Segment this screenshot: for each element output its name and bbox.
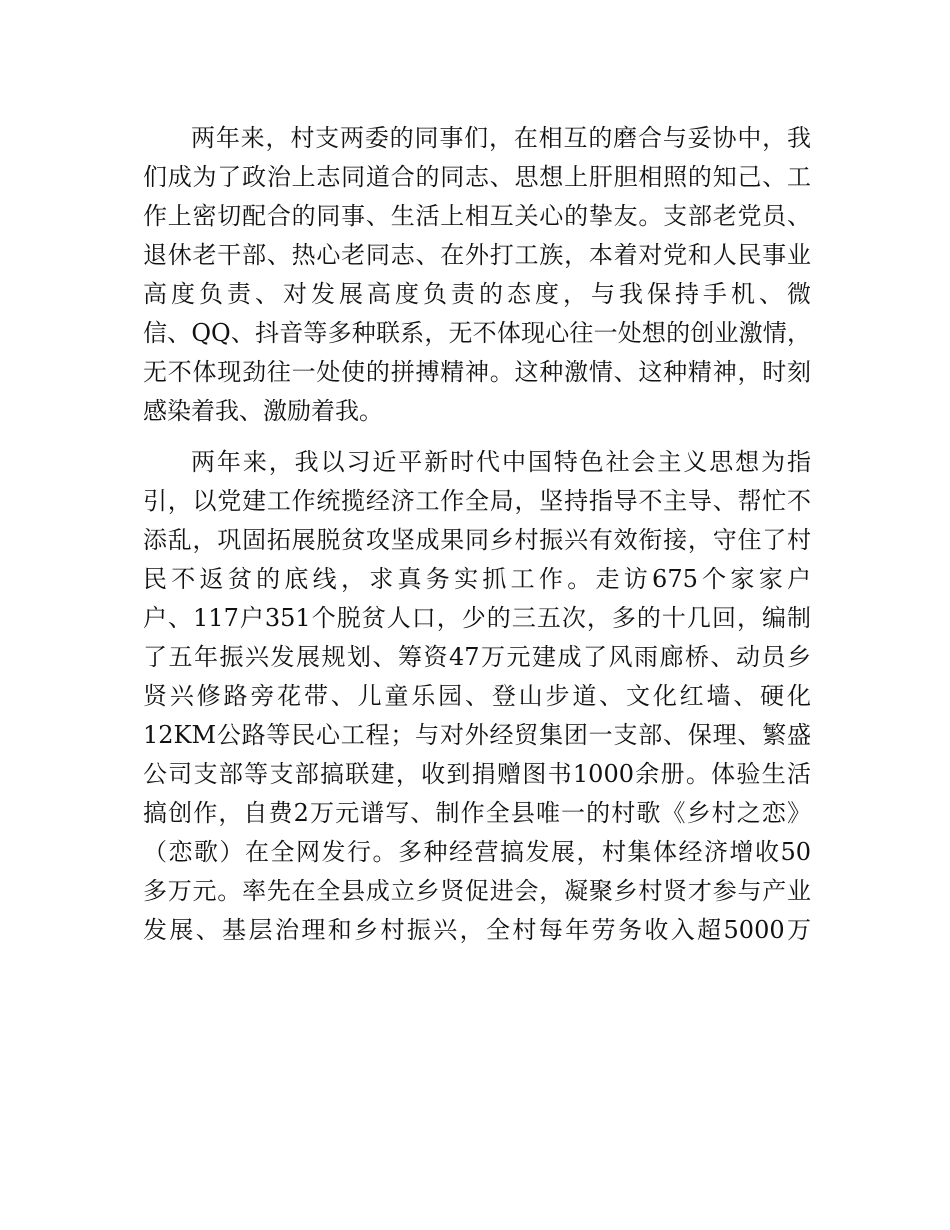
text-line: 多万元。率先在全县成立乡贤促进会，凝聚乡村贤才参与产业	[143, 877, 811, 905]
text-line: 民不返贫的底线，求真务实抓工作。走访675个家家户	[143, 565, 811, 593]
text-line: 搞创作，自费2万元谱写、制作全县唯一的村歌《乡村之恋》	[143, 799, 811, 827]
text-line: （恋歌）在全网发行。多种经营搞发展，村集体经济增收50	[143, 838, 811, 866]
paragraph-2	[143, 443, 811, 950]
text-line: 感染着我、激励着我。	[143, 397, 383, 425]
document-body	[143, 119, 811, 962]
text-line: 作上密切配合的同事、生活上相互关心的挚友。支部老党员、	[143, 202, 811, 230]
text-line: 户、117户351个脱贫人口，少的三五次，多的十几回，编制	[143, 604, 811, 632]
text-line: 添乱，巩固拓展脱贫攻坚成果同乡村振兴有效衔接，守住了村	[143, 526, 811, 554]
text-line: 12KM公路等民心工程；与对外经贸集团一支部、保理、繁盛	[143, 721, 811, 749]
text-line: 信、QQ、抖音等多种联系，无不体现心往一处想的创业激情，	[143, 319, 811, 347]
text-line: 高度负责、对发展高度负责的态度，与我保持手机、微	[143, 280, 811, 308]
text-line: 了五年振兴发展规划、筹资47万元建成了风雨廊桥、动员乡	[143, 643, 811, 671]
text-line: 引，以党建工作统揽经济工作全局，坚持指导不主导、帮忙不	[143, 487, 811, 515]
paragraph-1	[143, 119, 811, 431]
text-line: 公司支部等支部搞联建，收到捐赠图书1000余册。体验生活	[143, 760, 811, 788]
text-line: 无不体现劲往一处使的拼搏精神。这种激情、这种精神，时刻	[143, 358, 811, 386]
text-line: 两年来，村支两委的同事们，在相互的磨合与妥协中，我	[191, 124, 811, 152]
text-line: 两年来，我以习近平新时代中国特色社会主义思想为指	[191, 448, 811, 476]
text-line: 贤兴修路旁花带、儿童乐园、登山步道、文化红墙、硬化	[143, 682, 811, 710]
text-line: 退休老干部、热心老同志、在外打工族，本着对党和人民事业	[143, 241, 811, 269]
text-line: 们成为了政治上志同道合的同志、思想上肝胆相照的知己、工	[143, 163, 811, 191]
text-line: 发展、基层治理和乡村振兴，全村每年劳务收入超5000万	[143, 916, 811, 944]
